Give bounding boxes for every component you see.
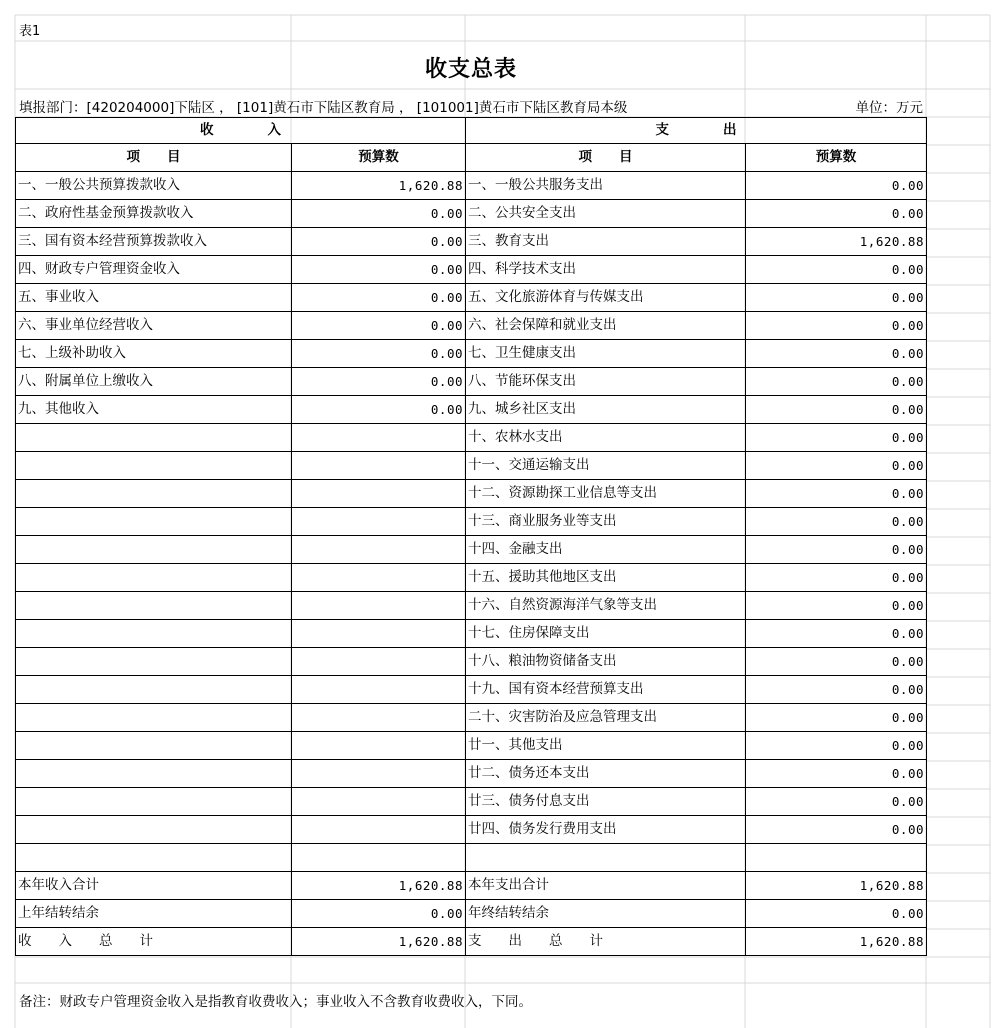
expense-item-cell: 十一、交通运输支出 (466, 452, 746, 480)
expense-budget-cell: 0.00 (746, 368, 927, 396)
footnote: 备注：财政专户管理资金收入是指教育收费收入；事业收入不含教育收费收入，下同。 (19, 994, 532, 1010)
income-budget-cell (292, 844, 466, 872)
table-row (16, 340, 927, 368)
income-budget-cell: 0.00 (292, 900, 466, 928)
income-budget-cell (292, 620, 466, 648)
table-row (16, 900, 927, 928)
income-item-cell (16, 452, 292, 480)
income-section-header: 收 入 (16, 118, 466, 144)
income-item-cell (16, 844, 292, 872)
income-item-cell (16, 704, 292, 732)
income-item-cell (16, 676, 292, 704)
income-budget-cell: 0.00 (292, 396, 466, 424)
expense-item-cell: 十四、金融支出 (466, 536, 746, 564)
expense-budget-cell: 0.00 (746, 816, 927, 844)
expense-item-cell: 二十、灾害防治及应急管理支出 (466, 704, 746, 732)
expense-budget-cell: 0.00 (746, 452, 927, 480)
expense-budget-cell: 0.00 (746, 900, 927, 928)
expense-item-cell: 支 出 总 计 (466, 928, 746, 956)
income-budget-cell: 0.00 (292, 340, 466, 368)
expense-item-cell: 十八、粮油物资储备支出 (466, 648, 746, 676)
table-row (16, 648, 927, 676)
expense-item-header: 项 目 (466, 144, 746, 172)
income-item-cell (16, 816, 292, 844)
expense-item-cell: 一、一般公共服务支出 (466, 172, 746, 200)
income-item-cell (16, 536, 292, 564)
expense-item-cell: 三、教育支出 (466, 228, 746, 256)
expense-budget-cell: 0.00 (746, 676, 927, 704)
income-item-cell (16, 564, 292, 592)
table-row (16, 480, 927, 508)
expense-budget-cell: 0.00 (746, 704, 927, 732)
expense-item-cell: 十九、国有资本经营预算支出 (466, 676, 746, 704)
income-budget-cell (292, 676, 466, 704)
expense-budget-cell: 0.00 (746, 424, 927, 452)
income-item-cell: 九、其他收入 (16, 396, 292, 424)
income-budget-cell (292, 424, 466, 452)
expense-item-cell: 廿三、债务付息支出 (466, 788, 746, 816)
income-budget-cell (292, 732, 466, 760)
expense-budget-cell: 0.00 (746, 592, 927, 620)
table-row (16, 452, 927, 480)
income-item-cell (16, 508, 292, 536)
expense-budget-cell: 0.00 (746, 760, 927, 788)
expense-item-cell: 十七、住房保障支出 (466, 620, 746, 648)
income-budget-cell: 1,620.88 (292, 928, 466, 956)
table-row (16, 172, 927, 200)
table-row (16, 844, 927, 872)
income-item-cell: 八、附属单位上缴收入 (16, 368, 292, 396)
fill-department: 填报部门：[420204000]下陆区 ， [101]黄石市下陆区教育局 ， [101001]黄石市下陆区教育局本级 (19, 100, 628, 116)
table-row (16, 200, 927, 228)
table-row (16, 284, 927, 312)
expense-budget-cell: 0.00 (746, 200, 927, 228)
expense-item-cell: 十、农林水支出 (466, 424, 746, 452)
income-item-cell (16, 788, 292, 816)
expense-item-cell: 五、文化旅游体育与传媒支出 (466, 284, 746, 312)
income-item-cell (16, 620, 292, 648)
income-budget-cell (292, 704, 466, 732)
table-row (16, 732, 927, 760)
expense-item-cell: 六、社会保障和就业支出 (466, 312, 746, 340)
table-row (16, 704, 927, 732)
table-row (16, 228, 927, 256)
income-budget-cell (292, 452, 466, 480)
income-item-cell: 一、一般公共预算拨款收入 (16, 172, 292, 200)
expense-budget-cell: 0.00 (746, 480, 927, 508)
expense-item-cell: 十三、商业服务业等支出 (466, 508, 746, 536)
expense-item-cell: 十二、资源勘探工业信息等支出 (466, 480, 746, 508)
table-row (16, 788, 927, 816)
income-budget-cell: 0.00 (292, 284, 466, 312)
income-budget-cell (292, 592, 466, 620)
table-row (16, 564, 927, 592)
table-row (16, 424, 927, 452)
table-row (16, 312, 927, 340)
table-row (16, 872, 927, 900)
income-item-cell: 上年结转结余 (16, 900, 292, 928)
expense-budget-cell: 0.00 (746, 788, 927, 816)
expense-budget-cell: 0.00 (746, 564, 927, 592)
income-budget-cell: 1,620.88 (292, 872, 466, 900)
table-row (16, 508, 927, 536)
expense-budget-cell: 0.00 (746, 536, 927, 564)
table-row (16, 620, 927, 648)
income-item-header: 项 目 (16, 144, 292, 172)
income-budget-cell (292, 760, 466, 788)
expense-item-cell: 七、卫生健康支出 (466, 340, 746, 368)
expense-budget-cell: 0.00 (746, 648, 927, 676)
income-item-cell (16, 592, 292, 620)
expense-item-cell: 本年支出合计 (466, 872, 746, 900)
income-item-cell: 七、上级补助收入 (16, 340, 292, 368)
expense-budget-cell: 1,620.88 (746, 872, 927, 900)
income-budget-cell: 0.00 (292, 368, 466, 396)
table-row (16, 592, 927, 620)
income-budget-cell (292, 536, 466, 564)
table-row (16, 676, 927, 704)
expense-budget-cell: 1,620.88 (746, 228, 927, 256)
income-budget-cell (292, 788, 466, 816)
income-budget-cell (292, 564, 466, 592)
income-budget-cell: 0.00 (292, 256, 466, 284)
expense-budget-cell: 0.00 (746, 396, 927, 424)
income-item-cell: 三、国有资本经营预算拨款收入 (16, 228, 292, 256)
expense-item-cell (466, 844, 746, 872)
income-item-cell: 六、事业单位经营收入 (16, 312, 292, 340)
unit-label: 单位：万元 (855, 100, 923, 116)
sheet-label: 表1 (19, 24, 41, 39)
income-item-cell (16, 480, 292, 508)
income-budget-cell (292, 648, 466, 676)
expense-budget-cell: 0.00 (746, 732, 927, 760)
income-budget-cell (292, 480, 466, 508)
expense-budget-cell: 1,620.88 (746, 928, 927, 956)
expense-budget-cell (746, 844, 927, 872)
expense-item-cell: 廿四、债务发行费用支出 (466, 816, 746, 844)
table-row (16, 928, 927, 956)
table-row (16, 368, 927, 396)
income-item-cell: 五、事业收入 (16, 284, 292, 312)
expense-budget-cell: 0.00 (746, 620, 927, 648)
expense-item-cell: 八、节能环保支出 (466, 368, 746, 396)
table-row (16, 536, 927, 564)
table-row (16, 256, 927, 284)
expense-item-cell: 廿二、债务还本支出 (466, 760, 746, 788)
income-item-cell (16, 648, 292, 676)
income-item-cell: 四、财政专户管理资金收入 (16, 256, 292, 284)
income-budget-cell: 1,620.88 (292, 172, 466, 200)
income-budget-cell: 0.00 (292, 312, 466, 340)
expense-budget-cell: 0.00 (746, 172, 927, 200)
expense-budget-cell: 0.00 (746, 312, 927, 340)
expense-item-cell: 十五、援助其他地区支出 (466, 564, 746, 592)
table-row (16, 760, 927, 788)
income-budget-cell: 0.00 (292, 200, 466, 228)
income-item-cell: 二、政府性基金预算拨款收入 (16, 200, 292, 228)
income-budget-cell (292, 508, 466, 536)
income-item-cell (16, 732, 292, 760)
expense-budget-cell: 0.00 (746, 340, 927, 368)
income-item-cell: 本年收入合计 (16, 872, 292, 900)
budget-summary-table (15, 117, 927, 956)
income-item-cell (16, 760, 292, 788)
expense-item-cell: 四、科学技术支出 (466, 256, 746, 284)
expense-budget-cell: 0.00 (746, 256, 927, 284)
table-row (16, 396, 927, 424)
table-row (16, 816, 927, 844)
expense-item-cell: 九、城乡社区支出 (466, 396, 746, 424)
expense-budget-cell: 0.00 (746, 508, 927, 536)
income-budget-cell (292, 816, 466, 844)
expense-item-cell: 年终结转结余 (466, 900, 746, 928)
income-budget-header: 预算数 (292, 144, 466, 172)
income-budget-cell: 0.00 (292, 228, 466, 256)
expense-item-cell: 十六、自然资源海洋气象等支出 (466, 592, 746, 620)
income-item-cell: 收 入 总 计 (16, 928, 292, 956)
expense-section-header: 支 出 (466, 118, 927, 144)
expense-budget-cell: 0.00 (746, 284, 927, 312)
income-item-cell (16, 424, 292, 452)
expense-item-cell: 二、公共安全支出 (466, 200, 746, 228)
page-title: 收支总表 (424, 57, 517, 82)
expense-budget-header: 预算数 (746, 144, 927, 172)
expense-item-cell: 廿一、其他支出 (466, 732, 746, 760)
